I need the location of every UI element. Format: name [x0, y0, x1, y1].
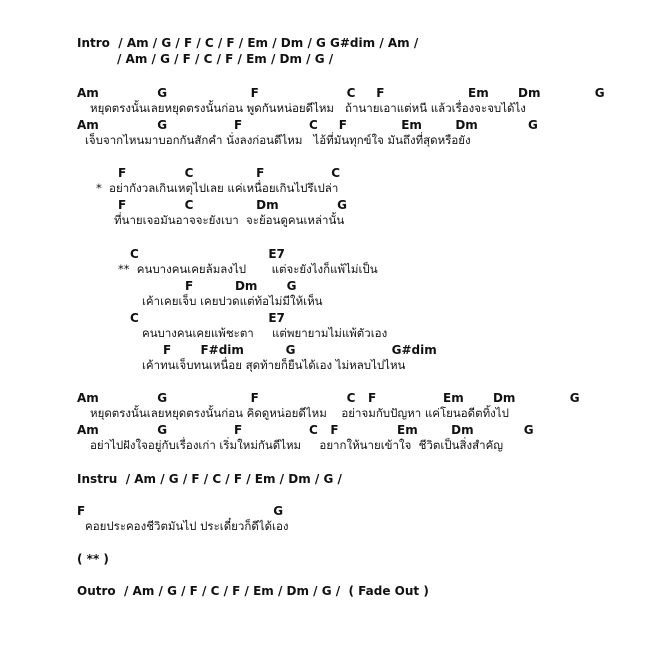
- intro-line-1: Intro / Am / G / F / C / F / Em / Dm / G G#dim / Am /: [77, 36, 419, 50]
- chorus-lyric-3: คนบางคนเคยแพ้ชะตา แต่พยายามไม่แพ้ตัวเอง: [142, 326, 388, 340]
- intro-line-2: / Am / G / F / C / F / Em / Dm / G /: [117, 52, 334, 66]
- outro-verse-chords: F G: [77, 504, 284, 518]
- chorus-lyric-2: เค้าเคยเจ็บ เคยปวดแต่ท้อไม่มีให้เห็น: [142, 294, 323, 308]
- verse1-lyric-2: เจ็บจากไหนมาบอกกันสักคำ นั่งลงก่อนดีไหม ไอ้ที่มันทุกข์ใจ มันถึงที่สุดหรือยัง: [85, 133, 471, 147]
- verse1-chords-2: Am G F C F Em Dm G: [77, 118, 538, 132]
- chorus-lyric-4: เค้าทนเจ็บทนเหนื่อย สุดท้ายก็ยืนได้เอง ไม่หลบไปไหน: [142, 358, 406, 372]
- outro-verse-lyric: คอยประคองชีวิตมันไป ประเดี๋ยวก็ดีได้เอง: [85, 519, 289, 533]
- verse2-chords-1: Am G F C F Em Dm G: [77, 391, 580, 405]
- outro-line: Outro / Am / G / F / C / F / Em / Dm / G / ( Fade Out ): [77, 584, 429, 598]
- chorus-chords-1: C E7: [130, 247, 285, 261]
- chorus-chords-4: F F#dim G G#dim: [163, 343, 437, 357]
- verse2-chords-2: Am G F C F Em Dm G: [77, 423, 534, 437]
- chorus-chords-2: F Dm G: [185, 279, 297, 293]
- prechorus-chords-1: F C F C: [118, 166, 341, 180]
- verse1-chords-1: Am G F C F Em Dm G: [77, 86, 605, 100]
- instru-line: Instru / Am / G / F / C / F / Em / Dm / G /: [77, 472, 342, 486]
- verse2-lyric-2: อย่าไปฝังใจอยู่กับเรื่องเก่า เริ่มใหม่กันดีไหม อยากให้นายเข้าใจ ชีวิตเป็นสิ่งสำคัญ: [90, 438, 504, 452]
- chorus-chords-3: C E7: [130, 311, 285, 325]
- prechorus-lyric-1: * อย่ากังวลเกินเหตุไปเลย แค่เหนื่อยเกินไปรึเปล่า: [96, 181, 339, 195]
- chorus-lyric-1: ** คนบางคนเคยล้มลงไป แต่จะยังไงก็แพ้ไม่เป็น: [118, 262, 378, 276]
- repeat-chorus-marker: ( ** ): [77, 552, 109, 566]
- prechorus-lyric-2: ที่นายเจอมันอาจจะยังเบา จะย้อนดูคนเหล่านั้น: [114, 213, 345, 227]
- verse1-lyric-1: หยุดตรงนั้นเลยหยุดตรงนั้นก่อน พูดกันหน่อยดีไหม ถ้านายเอาแต่หนี แล้วเรื่องจะจบได้ไง: [90, 101, 526, 115]
- prechorus-chords-2: F C Dm G: [118, 198, 347, 212]
- verse2-lyric-1: หยุดตรงนั้นเลยหยุดตรงนั้นก่อน คิดดูหน่อยดีไหม อย่าจมกับปัญหา แค่โยนอดีตทิ้งไป: [90, 406, 509, 420]
